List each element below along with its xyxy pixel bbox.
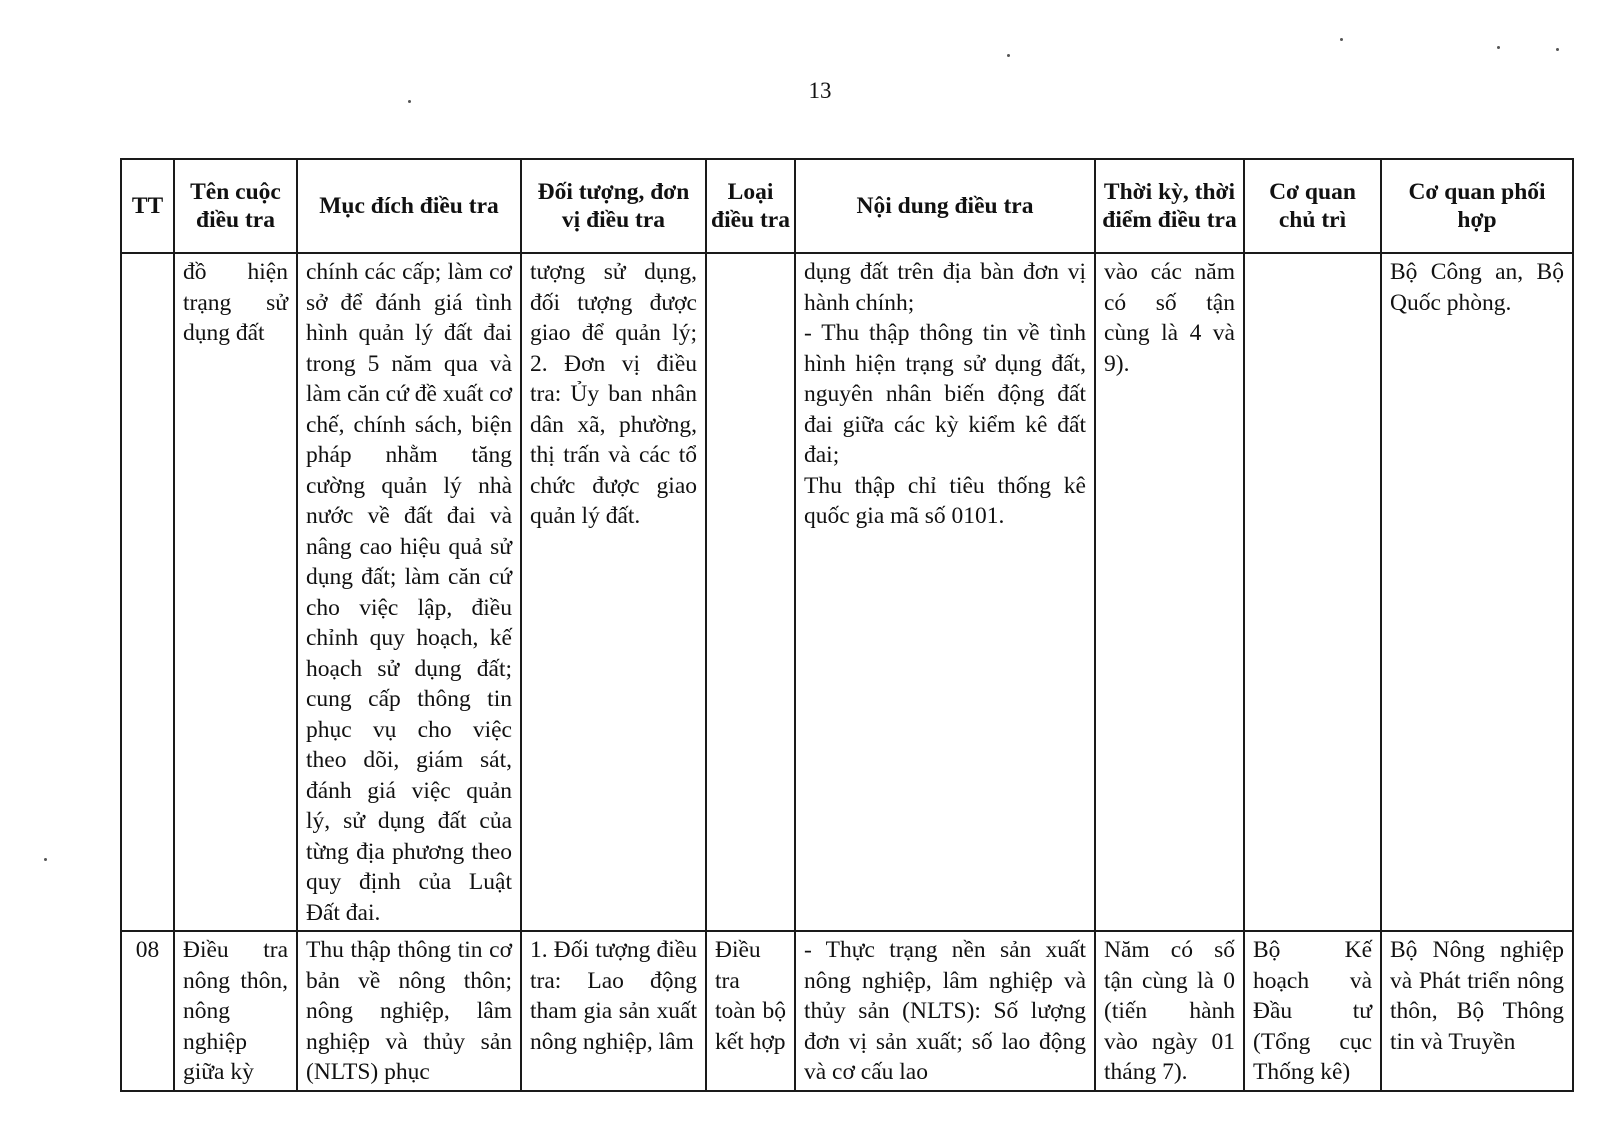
header-tt: TT: [121, 159, 174, 253]
header-period: Thời kỳ, thời điểm điều tra: [1095, 159, 1244, 253]
cell-subject: 1. Đối tượng điều tra: Lao động tham gia sản xuất nông nghiệp, lâm: [521, 931, 706, 1091]
header-coordinating-agency: Cơ quan phối hợp: [1381, 159, 1573, 253]
cell-lead-agency: [1244, 253, 1381, 931]
cell-tt: [121, 253, 174, 931]
page-number: 13: [808, 78, 832, 103]
scan-speck: [408, 100, 411, 103]
cell-content: [795, 931, 1095, 1091]
cell-period: vào các năm có số tận cùng là 4 và 9).: [1095, 253, 1244, 931]
header-type: Loại điều tra: [706, 159, 795, 253]
cell-content: [795, 253, 1095, 931]
header-subject: Đối tượng, đơn vị điều tra: [521, 159, 706, 253]
cell-coordinating-agency: Bộ Nông nghiệp và Phát triển nông thôn, Bộ Thông tin và Truyền: [1381, 931, 1573, 1091]
header-content: Nội dung điều tra: [795, 159, 1095, 253]
scan-speck: [1497, 46, 1500, 49]
cell-survey-name: đồ hiện trạng sử dụng đất: [174, 253, 297, 931]
scan-speck: [1007, 54, 1010, 57]
scan-speck: [1556, 48, 1559, 51]
cell-survey-name: Điều tra nông thôn, nông nghiệp giữa kỳ: [174, 931, 297, 1091]
table-header-row: [121, 159, 1573, 253]
cell-coordinating-agency: Bộ Công an, Bộ Quốc phòng.: [1381, 253, 1573, 931]
header-survey-name: Tên cuộc điều tra: [174, 159, 297, 253]
table-row: [121, 931, 1573, 1091]
header-lead-agency: Cơ quan chủ trì: [1244, 159, 1381, 253]
table-row: [121, 253, 1573, 931]
content-line: Thu thập chỉ tiêu thống kê quốc gia mã số 0101.: [804, 472, 1086, 529]
content-line: dụng đất trên địa bàn đơn vị hành chính;: [804, 259, 1086, 316]
cell-lead-agency: Bộ Kế hoạch và Đầu tư (Tổng cục Thống kê): [1244, 931, 1381, 1091]
survey-table: [120, 158, 1574, 1092]
cell-type: Điều tra toàn bộ kết hợp: [706, 931, 795, 1091]
header-purpose: Mục đích điều tra: [297, 159, 521, 253]
cell-type: [706, 253, 795, 931]
cell-tt: 08: [121, 931, 174, 1091]
cell-period: Năm có số tận cùng là 0 (tiến hành vào ngày 01 tháng 7).: [1095, 931, 1244, 1091]
scan-speck: [44, 858, 47, 861]
cell-subject: tượng sử dụng, đối tượng được giao để quản lý; 2. Đơn vị điều tra: Ủy ban nhân dân xã, phường, thị trấn và các tổ chức được giao quản lý đất.: [521, 253, 706, 931]
scan-speck: [1340, 38, 1343, 41]
content-line: - Thu thập thông tin về tình hình hiện trạng sử dụng đất, nguyên nhân biến động đất đai giữa các kỳ kiểm kê đất đai;: [804, 320, 1086, 468]
cell-purpose: Thu thập thông tin cơ bản về nông thôn; nông nghiệp, lâm nghiệp và thủy sản (NLTS) phục: [297, 931, 521, 1091]
cell-purpose: chính các cấp; làm cơ sở để đánh giá tình hình quản lý đất đai trong 5 năm qua và làm căn cứ đề xuất cơ chế, chính sách, biện pháp nhằm tăng cường quản lý nhà nước về đất đai và nâng cao hiệu quả sử dụng đất; làm căn cứ cho việc lập, điều chỉnh quy hoạch, kế hoạch sử dụng đất; cung cấp thông tin phục vụ cho việc theo dõi, giám sát, đánh giá việc quản lý, sử dụng đất của từng địa phương theo quy định của Luật Đất đai.: [297, 253, 521, 931]
content-line: - Thực trạng nền sản xuất nông nghiệp, lâm nghiệp và thủy sản (NLTS): Số lượng đơn vị sản xuất; số lao động và cơ cấu lao: [804, 937, 1086, 1085]
